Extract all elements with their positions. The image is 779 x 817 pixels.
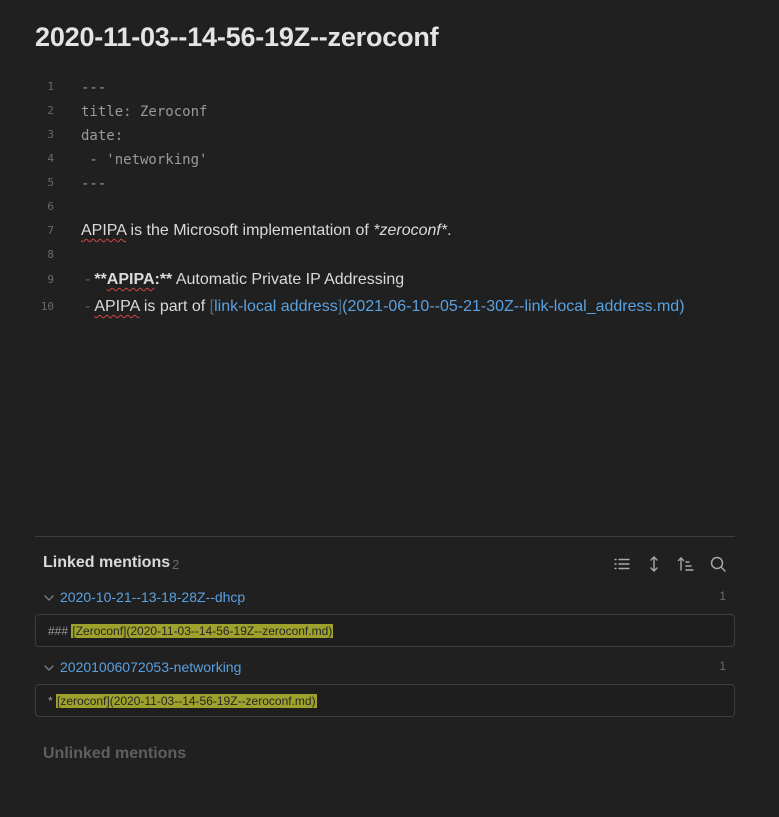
emphasis-text: *zeroconf* [373,222,448,239]
line-number: 8 [47,248,54,261]
line-number: 9 [47,273,54,286]
line-number: 10 [40,300,54,313]
misspelled-word[interactable]: APIPA [106,271,155,288]
line-number: 6 [47,200,54,213]
frontmatter-line: --- [81,176,107,192]
search-icon[interactable] [708,554,728,574]
line-number: 5 [47,176,54,189]
paragraph-text: is the Microsoft implementation of [126,222,374,239]
bullet-marker: - [85,271,91,288]
chevron-down-icon[interactable] [42,661,56,675]
page-title: 2020-11-03--14-56-19Z--zeroconf [35,22,439,52]
list-item-text: is part of [139,298,210,315]
editor-line[interactable] [0,80,779,104]
bold-marker: ** [94,271,107,288]
editor-line[interactable] [0,152,779,176]
paragraph [81,222,452,240]
bold-marker: :** [154,271,173,288]
mention-group-header[interactable] [40,659,740,679]
link-bracket: ] [337,298,343,315]
misspelled-word[interactable]: APIPA [94,298,140,315]
backlinks-divider [35,536,735,537]
chevron-down-icon[interactable] [42,591,56,605]
mention-highlight: [Zeroconf](2020-11-03--14-56-19Z--zeroconf.md) [72,624,333,638]
line-number: 1 [47,80,54,93]
frontmatter-line: - 'networking' [81,152,208,168]
mention-snippet [48,694,317,708]
linked-mentions-count: 2 [172,557,180,572]
editor-line[interactable] [0,200,779,224]
editor-line[interactable] [0,300,779,324]
line-number: 2 [47,104,54,117]
frontmatter-line: date: [81,128,124,144]
editor-line[interactable] [0,128,779,152]
mention-prefix: * [48,694,57,708]
mention-highlight: [zeroconf](2020-11-03--14-56-19Z--zeroconf.md) [57,694,316,708]
misspelled-word[interactable]: APIPA [81,222,127,239]
bullet-marker: - [85,298,91,315]
mention-group-count: 1 [719,589,726,603]
backlinks-toolbar [612,554,728,574]
paragraph-end: . [447,222,452,239]
editor-line[interactable] [0,224,779,248]
mention-group-name[interactable]: 20201006072053-networking [60,659,242,675]
link-url[interactable]: (2021-06-10--05-21-30Z--link-local_address.md) [342,298,685,315]
mention-result[interactable] [35,614,735,647]
mention-result[interactable] [35,684,735,717]
list-item-text: Automatic Private IP Addressing [172,271,405,288]
unlinked-mentions-heading[interactable]: Unlinked mentions [43,745,187,762]
line-number: 3 [47,128,54,141]
editor-line[interactable] [0,176,779,200]
editor-line[interactable] [0,104,779,128]
line-number: 4 [47,152,54,165]
internal-link[interactable]: link-local address [214,298,338,315]
link-bracket: [ [209,298,215,315]
mention-prefix: ### [48,624,72,638]
expand-vertical-icon[interactable] [644,554,664,574]
frontmatter-line: title: Zeroconf [81,104,208,120]
linked-mentions-heading: Linked mentions [43,554,171,571]
frontmatter-line: --- [81,80,107,96]
mention-group-name[interactable]: 2020-10-21--13-18-28Z--dhcp [60,589,246,605]
editor-line[interactable] [0,273,779,297]
editor-line[interactable] [0,248,779,272]
list-item [85,271,404,289]
mention-group-header[interactable] [40,589,740,609]
mention-group-count: 1 [719,659,726,673]
list-item [85,298,685,316]
mention-snippet [48,624,333,638]
line-number: 7 [47,224,54,237]
list-icon[interactable] [612,554,632,574]
sort-icon[interactable] [676,554,696,574]
